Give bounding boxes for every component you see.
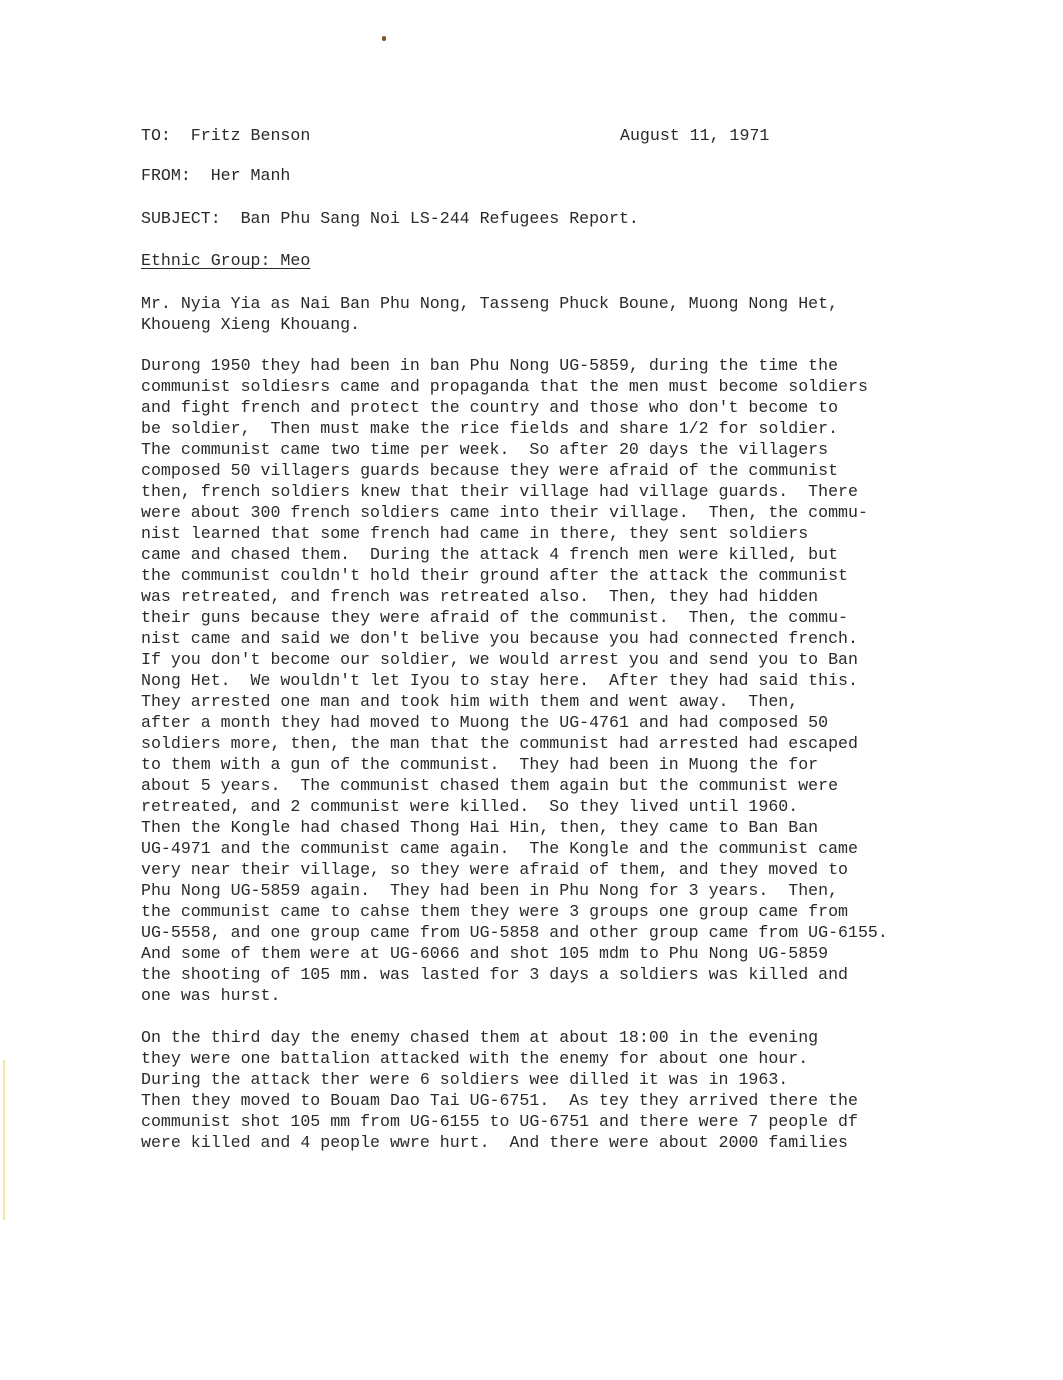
text-line: If you don't become our soldier, we would arrest you and send you to Ban xyxy=(141,650,858,669)
text-line: their guns because they were afraid of the communist. Then, the commu- xyxy=(141,608,849,627)
paragraph-history xyxy=(141,355,888,1006)
text-line: Durong 1950 they had been in ban Phu Nong UG-5859, during the time the xyxy=(141,356,839,375)
text-line: Then the Kongle had chased Thong Hai Hin, then, they came to Ban Ban xyxy=(141,818,819,837)
text-line: soldiers more, then, the man that the communist had arrested had escaped xyxy=(141,734,858,753)
text-line: Khoueng Xieng Khouang. xyxy=(141,315,361,334)
text-line: During the attack ther were 6 soldiers wee dilled it was in 1963. xyxy=(141,1070,789,1089)
text-line: nist came and said we don't belive you because you had connected french. xyxy=(141,629,858,648)
paper-edge-mark xyxy=(3,1060,5,1220)
paragraph-attack xyxy=(141,1027,858,1153)
text-line: about 5 years. The communist chased them again but the communist were xyxy=(141,776,839,795)
text-line: one was hurst. xyxy=(141,986,281,1005)
text-line: very near their village, so they were afraid of them, and they moved to xyxy=(141,860,849,879)
text-line: nist learned that some french had came in there, they sent soldiers xyxy=(141,524,809,543)
text-line: retreated, and 2 communist were killed. So they lived until 1960. xyxy=(141,797,799,816)
text-line: Nong Het. We wouldn't let Iyou to stay here. After they had said this. xyxy=(141,671,858,690)
text-line: communist soldiesrs came and propaganda that the men must become soldiers xyxy=(141,377,868,396)
text-line: Mr. Nyia Yia as Nai Ban Phu Nong, Tasseng Phuck Boune, Muong Nong Het, xyxy=(141,294,839,313)
text-line: after a month they had moved to Muong the UG-4761 and had composed 50 xyxy=(141,713,829,732)
text-line: communist shot 105 mm from UG-6155 to UG-6751 and there were 7 people df xyxy=(141,1112,858,1131)
text-line: UG-5558, and one group came from UG-5858 and other group came from UG-6155. xyxy=(141,923,888,942)
text-line: was retreated, and french was retreated also. Then, they had hidden xyxy=(141,587,819,606)
text-line: came and chased them. During the attack 4 french men were killed, but xyxy=(141,545,839,564)
text-line: and fight french and protect the country and those who don't become to xyxy=(141,398,839,417)
text-line: Phu Nong UG-5859 again. They had been in Phu Nong for 3 years. Then, xyxy=(141,881,839,900)
text-line: to them with a gun of the communist. They had been in Muong the for xyxy=(141,755,819,774)
memo-to: TO: Fritz Benson xyxy=(141,126,311,145)
text-line: they were one battalion attacked with the enemy for about one hour. xyxy=(141,1049,809,1068)
text-line: the communist came to cahse them they were 3 groups one group came from xyxy=(141,902,849,921)
text-line: The communist came two time per week. So after 20 days the villagers xyxy=(141,440,829,459)
text-line: were about 300 french soldiers came into their village. Then, the commu- xyxy=(141,503,868,522)
text-line: composed 50 villagers guards because they were afraid of the communist xyxy=(141,461,839,480)
text-line: were killed and 4 people wwre hurt. And there were about 2000 families xyxy=(141,1133,849,1152)
memo-from: FROM: Her Manh xyxy=(141,166,291,185)
memo-date: August 11, 1971 xyxy=(620,126,770,145)
text-line: Then they moved to Bouam Dao Tai UG-6751. As tey they arrived there the xyxy=(141,1091,858,1110)
text-line: And some of them were at UG-6066 and shot 105 mdm to Phu Nong UG-5859 xyxy=(141,944,829,963)
text-line: On the third day the enemy chased them at about 18:00 in the evening xyxy=(141,1028,819,1047)
text-line: They arrested one man and took him with them and went away. Then, xyxy=(141,692,799,711)
ink-speck xyxy=(382,36,386,41)
paragraph-intro xyxy=(141,293,838,335)
ethnic-group-heading: Ethnic Group: Meo xyxy=(141,251,311,270)
memo-subject: SUBJECT: Ban Phu Sang Noi LS-244 Refugees Report. xyxy=(141,209,639,228)
text-line: then, french soldiers knew that their village had village guards. There xyxy=(141,482,858,501)
text-line: the shooting of 105 mm. was lasted for 3 days a soldiers was killed and xyxy=(141,965,849,984)
text-line: UG-4971 and the communist came again. The Kongle and the communist came xyxy=(141,839,858,858)
text-line: be soldier, Then must make the rice fields and share 1/2 for soldier. xyxy=(141,419,839,438)
text-line: the communist couldn't hold their ground after the attack the communist xyxy=(141,566,849,585)
